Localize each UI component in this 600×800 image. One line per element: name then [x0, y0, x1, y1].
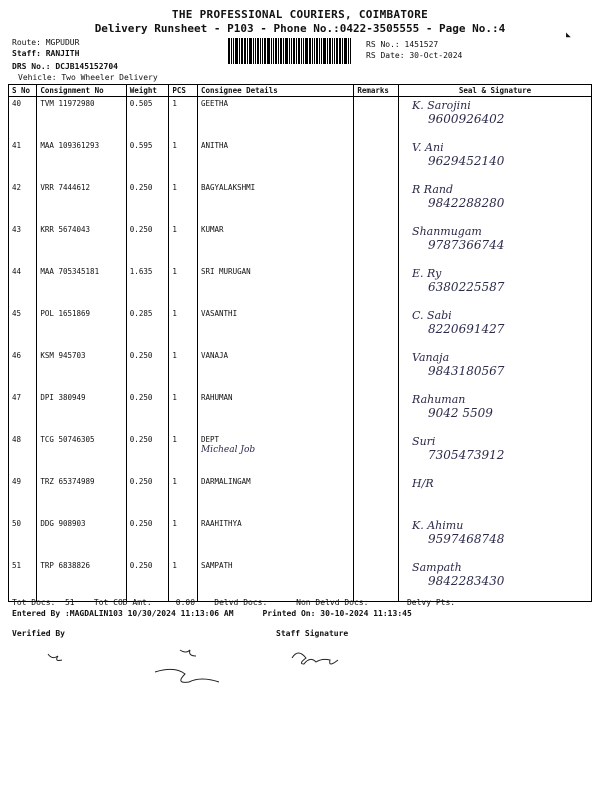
cell-sno	[9, 433, 37, 475]
cell-pcs	[169, 391, 198, 433]
cell-signature	[399, 223, 592, 265]
cell-consignment-no-text: VRR 7444612	[40, 183, 91, 192]
cell-sno-text: 49	[12, 477, 22, 486]
runsheet-title: Delivery Runsheet - P103 - Phone No.:0422-3505555 - Page No.:4	[94, 22, 506, 35]
cell-consignment-no	[37, 349, 126, 391]
cell-remarks	[354, 475, 399, 517]
cell-sno	[9, 517, 37, 559]
cell-pcs-text: 1	[172, 351, 177, 360]
cell-sno	[9, 139, 37, 181]
cell-sno	[9, 307, 37, 349]
cell-weight	[126, 349, 169, 391]
cell-weight-text: 1.635	[129, 267, 153, 276]
signature-phone: 9842283430	[428, 574, 505, 588]
cell-pcs-text: 1	[172, 561, 177, 570]
signature-phone: 8220691427	[428, 322, 505, 336]
cell-weight-text: 0.250	[129, 351, 153, 360]
cell-weight-text: 0.595	[129, 141, 153, 150]
route-label: Route: MGPUDUR	[12, 38, 80, 47]
cell-sno	[9, 475, 37, 517]
cell-sno-text: 50	[12, 519, 22, 528]
cell-consignee	[197, 181, 353, 223]
cell-consignment-no	[37, 475, 126, 517]
table-header-row	[9, 85, 592, 97]
cell-consignee	[197, 475, 353, 517]
cell-pcs	[169, 475, 198, 517]
cell-weight	[126, 433, 169, 475]
cell-sno-text: 42	[12, 183, 22, 192]
cell-consignee	[197, 97, 353, 140]
table-row	[9, 517, 592, 559]
runsheet-table	[8, 84, 592, 602]
cell-consignee-text: VASANTHI	[200, 309, 238, 318]
cell-sno	[9, 97, 37, 140]
table-row	[9, 307, 592, 349]
footer-signatures	[30, 640, 370, 700]
signature-phone: 9600926402	[428, 112, 505, 126]
cell-signature	[399, 307, 592, 349]
cell-pcs-text: 1	[172, 519, 177, 528]
cell-consignment-no-text: DDG 908903	[40, 519, 86, 528]
table-row	[9, 433, 592, 475]
signature-phone: 9843180567	[428, 364, 505, 378]
cell-consignee-text: GEETHA	[200, 99, 229, 108]
cell-consignment-no	[37, 391, 126, 433]
cell-consignee-text: BAGYALAKSHMI	[200, 183, 256, 192]
cell-sno	[9, 349, 37, 391]
col-signature: Seal & Signature	[399, 85, 592, 97]
signature-name: Vanaja	[412, 351, 450, 364]
verified-by-label: Verified By	[12, 629, 65, 638]
verifier-mark-2	[180, 650, 196, 656]
cell-consignment-no	[37, 97, 126, 140]
signature-name: V. Ani	[412, 141, 444, 154]
cell-weight	[126, 265, 169, 307]
table-row	[9, 139, 592, 181]
col-consignment: Consignment No	[37, 85, 126, 97]
corner-mark: ◣	[566, 30, 571, 39]
cell-remarks	[354, 139, 399, 181]
cell-consignee	[197, 517, 353, 559]
cell-consignment-no-text: TVM 11972980	[40, 99, 95, 108]
cell-consignee	[197, 265, 353, 307]
signature-name: E. Ry	[412, 267, 442, 280]
table-row	[9, 391, 592, 433]
cell-consignee-text: ANITHA	[200, 141, 229, 150]
table-row	[9, 265, 592, 307]
cell-consignee	[197, 139, 353, 181]
cell-weight-text: 0.250	[129, 225, 153, 234]
cell-consignee	[197, 433, 353, 475]
cell-weight-text: 0.505	[129, 99, 153, 108]
cell-consignment-no-text: TRP 6838826	[40, 561, 91, 570]
cell-weight	[126, 475, 169, 517]
signature-name: Rahuman	[412, 393, 466, 406]
cell-signature	[399, 97, 592, 140]
cell-sno-text: 41	[12, 141, 22, 150]
cell-consignment-no	[37, 181, 126, 223]
cell-sno	[9, 391, 37, 433]
signature-name: H/R	[412, 477, 434, 490]
cell-signature	[399, 517, 592, 559]
signature-name: Sampath	[412, 561, 462, 574]
cell-pcs	[169, 433, 198, 475]
cell-pcs	[169, 139, 198, 181]
vehicle-label: Vehicle: Two Wheeler Delivery	[18, 73, 158, 82]
cell-consignee-text: DEPT	[200, 435, 220, 444]
cell-remarks	[354, 181, 399, 223]
table-row	[9, 181, 592, 223]
cell-sno-text: 40	[12, 99, 22, 108]
cell-consignment-no	[37, 307, 126, 349]
cell-consignment-no-text: DPI 380949	[40, 393, 86, 402]
table-row	[9, 349, 592, 391]
cell-consignment-no-text: KSM 945703	[40, 351, 86, 360]
cell-pcs	[169, 97, 198, 140]
cell-weight	[126, 517, 169, 559]
cell-pcs	[169, 307, 198, 349]
cell-pcs-text: 1	[172, 183, 177, 192]
cell-signature	[399, 265, 592, 307]
cell-consignee-text: RAHUMAN	[200, 393, 233, 402]
cell-consignment-no	[37, 433, 126, 475]
cell-consignee-text: DARMALINGAM	[200, 477, 251, 486]
cell-weight-text: 0.250	[129, 519, 153, 528]
col-sno: S No	[9, 85, 37, 97]
signature-phone: 9597468748	[428, 532, 505, 546]
cell-signature	[399, 559, 592, 602]
cell-consignee	[197, 349, 353, 391]
cell-remarks	[354, 97, 399, 140]
staff-signature	[292, 653, 338, 664]
signature-name: R Rand	[412, 183, 454, 196]
cell-pcs	[169, 223, 198, 265]
cell-remarks	[354, 223, 399, 265]
cell-consignee	[197, 307, 353, 349]
cell-pcs	[169, 265, 198, 307]
cell-pcs	[169, 559, 198, 602]
cell-consignee-text: RAAHITHYA	[200, 519, 242, 528]
cell-pcs-text: 1	[172, 141, 177, 150]
cell-weight	[126, 181, 169, 223]
cell-weight	[126, 223, 169, 265]
cell-sno-text: 44	[12, 267, 22, 276]
signature-phone: 9842288280	[428, 196, 505, 210]
cell-signature	[399, 433, 592, 475]
company-title: THE PROFESSIONAL COURIERS, COIMBATORE	[171, 8, 429, 21]
cell-sno	[9, 559, 37, 602]
cell-sno	[9, 265, 37, 307]
cell-consignment-no	[37, 517, 126, 559]
cell-weight-text: 0.250	[129, 183, 153, 192]
drs-number: DRS No.: DCJB145152704	[12, 62, 118, 71]
cell-consignment-no-text: POL 1651869	[40, 309, 91, 318]
cell-weight	[126, 139, 169, 181]
signature-phone: 9787366744	[428, 238, 505, 252]
table-row	[9, 559, 592, 602]
cell-sno-text: 47	[12, 393, 22, 402]
cell-pcs-text: 1	[172, 309, 177, 318]
cell-consignment-no-text: TRZ 65374989	[40, 477, 95, 486]
cell-consignment-no-text: KRR 5674043	[40, 225, 91, 234]
entered-line: Entered By :MAGDALIN103 10/30/2024 11:13:06 AM Printed On: 30-10-2024 11:13:45	[12, 609, 412, 618]
cell-pcs	[169, 517, 198, 559]
handwritten-note: Micheal Job	[200, 445, 256, 455]
cell-weight	[126, 97, 169, 140]
cell-sno-text: 51	[12, 561, 22, 570]
cell-remarks	[354, 559, 399, 602]
cell-sno	[9, 223, 37, 265]
cell-sno-text: 48	[12, 435, 22, 444]
signature-name: Shanmugam	[412, 225, 482, 238]
table-row	[9, 223, 592, 265]
signature-phone: 9629452140	[428, 154, 505, 168]
cell-remarks	[354, 349, 399, 391]
signature-name: K. Ahimu	[412, 519, 464, 532]
verifier-mark-1	[48, 654, 62, 661]
cell-signature	[399, 181, 592, 223]
table-row	[9, 475, 592, 517]
cell-weight	[126, 559, 169, 602]
cell-pcs-text: 1	[172, 225, 177, 234]
cell-sno-text: 45	[12, 309, 22, 318]
cell-weight-text: 0.285	[129, 309, 153, 318]
signature-name: Suri	[412, 435, 436, 448]
cell-pcs-text: 1	[172, 393, 177, 402]
cell-consignee-text: VANAJA	[200, 351, 229, 360]
verifier-signature	[155, 669, 219, 682]
cell-remarks	[354, 517, 399, 559]
cell-consignment-no	[37, 223, 126, 265]
col-remarks: Remarks	[354, 85, 399, 97]
cell-consignment-no	[37, 139, 126, 181]
cell-remarks	[354, 265, 399, 307]
cell-signature	[399, 391, 592, 433]
cell-signature	[399, 139, 592, 181]
cell-weight	[126, 307, 169, 349]
signature-phone: 9042 5509	[428, 406, 493, 420]
barcode	[228, 38, 358, 64]
rs-date: RS Date: 30-Oct-2024	[366, 51, 463, 60]
signature-phone: 7305473912	[428, 448, 505, 462]
signature-name: C. Sabi	[412, 309, 452, 322]
cell-consignment-no	[37, 265, 126, 307]
cell-pcs	[169, 349, 198, 391]
cell-weight	[126, 391, 169, 433]
cell-weight-text: 0.250	[129, 561, 153, 570]
cell-pcs-text: 1	[172, 435, 177, 444]
staff-signature-label: Staff Signature	[276, 629, 349, 638]
col-weight: Weight	[126, 85, 169, 97]
cell-remarks	[354, 307, 399, 349]
cell-consignment-no-text: TCG 50746305	[40, 435, 95, 444]
table-row	[9, 97, 592, 140]
col-consignee: Consignee Details	[197, 85, 353, 97]
signature-phone: 6380225587	[428, 280, 505, 294]
cell-pcs-text: 1	[172, 477, 177, 486]
cell-remarks	[354, 433, 399, 475]
cell-consignment-no-text: MAA 705345181	[40, 267, 100, 276]
cell-weight-text: 0.250	[129, 393, 153, 402]
cell-consignee-text: SAMPATH	[200, 561, 233, 570]
cell-pcs-text: 1	[172, 99, 177, 108]
totals-line: Tot Docs: 51 Tot COD Amt: 0.00 Delvd Docs: Non Delvd Docs: Delvy Pts:	[12, 598, 456, 607]
cell-sno-text: 43	[12, 225, 22, 234]
cell-sno	[9, 181, 37, 223]
cell-weight-text: 0.250	[129, 435, 153, 444]
cell-signature	[399, 349, 592, 391]
cell-consignment-no-text: MAA 109361293	[40, 141, 100, 150]
cell-consignee	[197, 559, 353, 602]
cell-weight-text: 0.250	[129, 477, 153, 486]
cell-consignee-text: SRI MURUGAN	[200, 267, 251, 276]
cell-sno-text: 46	[12, 351, 22, 360]
cell-remarks	[354, 391, 399, 433]
col-pcs: PCS	[169, 85, 198, 97]
cell-consignment-no	[37, 559, 126, 602]
signature-name: K. Sarojini	[412, 99, 471, 112]
cell-pcs	[169, 181, 198, 223]
cell-consignee-text: KUMAR	[200, 225, 224, 234]
staff-label: Staff: RANJITH	[12, 49, 80, 58]
cell-signature	[399, 475, 592, 517]
rs-number: RS No.: 1451527	[366, 40, 439, 49]
cell-consignee	[197, 391, 353, 433]
cell-pcs-text: 1	[172, 267, 177, 276]
cell-consignee	[197, 223, 353, 265]
